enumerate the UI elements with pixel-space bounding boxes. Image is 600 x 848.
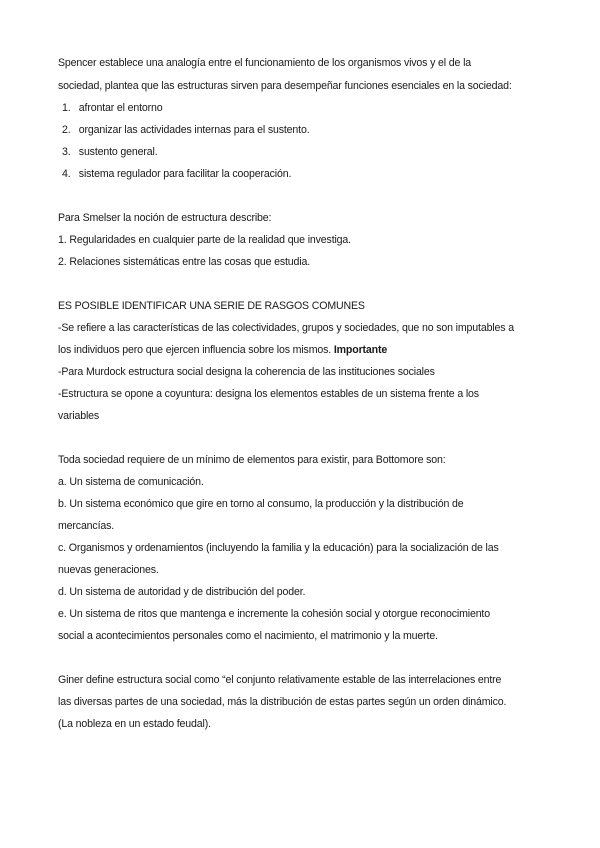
bottomore-item-b-line-1: b. Un sistema económico que gire en torno al consumo, la producción y la distribución de xyxy=(58,498,464,510)
giner-line-1: Giner define estructura social como “el conjunto relativamente estable de las interrelaciones entre xyxy=(58,674,502,686)
smelser-intro: Para Smelser la noción de estructura describe: xyxy=(58,212,272,224)
rasgos-line-2-text: los individuos pero que ejercen influencia sobre los mismos. xyxy=(58,344,332,356)
bottomore-item-c-line-1: c. Organismos y ordenamientos (incluyendo la familia y la educación) para la socialización de las xyxy=(58,542,499,554)
bottomore-item-e-line-2: social a acontecimientos personales como el nacimiento, el matrimonio y la muerte. xyxy=(58,630,438,642)
smelser-item: 2. Relaciones sistemáticas entre las cosas que estudia. xyxy=(58,256,311,268)
rasgos-line-1: -Se refiere a las características de las colectividades, grupos y sociedades, que no son imputables a xyxy=(58,322,514,334)
rasgos-line-2 xyxy=(58,343,387,357)
rasgos-line-3: -Para Murdock estructura social designa la coherencia de las instituciones sociales xyxy=(58,366,435,378)
spencer-list-item xyxy=(62,101,163,115)
list-number: 3. xyxy=(62,146,71,158)
bottomore-item-e-line-1: e. Un sistema de ritos que mantenga e incremente la cohesión social y otorgue reconocimiento xyxy=(58,608,490,620)
list-item-text: afrontar el entorno xyxy=(78,102,163,114)
list-number: 4. xyxy=(62,168,71,180)
bottomore-item-a: a. Un sistema de comunicación. xyxy=(58,476,204,488)
spencer-list-item xyxy=(62,167,291,181)
important-note: Importante xyxy=(333,344,388,356)
spencer-intro-line-2: sociedad, plantea que las estructuras sirven para desempeñar funciones esenciales en la sociedad: xyxy=(58,80,512,92)
giner-line-3: (La nobleza en un estado feudal). xyxy=(58,718,211,730)
rasgos-heading: ES POSIBLE IDENTIFICAR UNA SERIE DE RASGOS COMUNES xyxy=(58,300,365,312)
bottomore-item-b-line-2: mercancías. xyxy=(58,520,115,532)
rasgos-line-5: variables xyxy=(58,410,100,422)
bottomore-item-d: d. Un sistema de autoridad y de distribución del poder. xyxy=(58,586,306,598)
list-item-text: sistema regulador para facilitar la cooperación. xyxy=(78,168,292,180)
list-number: 1. xyxy=(62,102,71,114)
giner-line-2: las diversas partes de una sociedad, más la distribución de estas partes según un orden dinámico. xyxy=(58,696,507,708)
list-number: 2. xyxy=(62,124,71,136)
spencer-list-item xyxy=(62,145,158,159)
rasgos-line-4: -Estructura se opone a coyuntura: designa los elementos estables de un sistema frente a los xyxy=(58,388,479,400)
smelser-item: 1. Regularidades en cualquier parte de la realidad que investiga. xyxy=(58,234,351,246)
spencer-list-item xyxy=(62,123,310,137)
list-item-text: organizar las actividades internas para el sustento. xyxy=(78,124,310,136)
spencer-intro-line-1: Spencer establece una analogía entre el funcionamiento de los organismos vivos y el de la xyxy=(58,57,472,69)
bottomore-intro: Toda sociedad requiere de un mínimo de elementos para existir, para Bottomore son: xyxy=(58,454,446,466)
list-item-text: sustento general. xyxy=(78,146,158,158)
bottomore-item-c-line-2: nuevas generaciones. xyxy=(58,564,159,576)
